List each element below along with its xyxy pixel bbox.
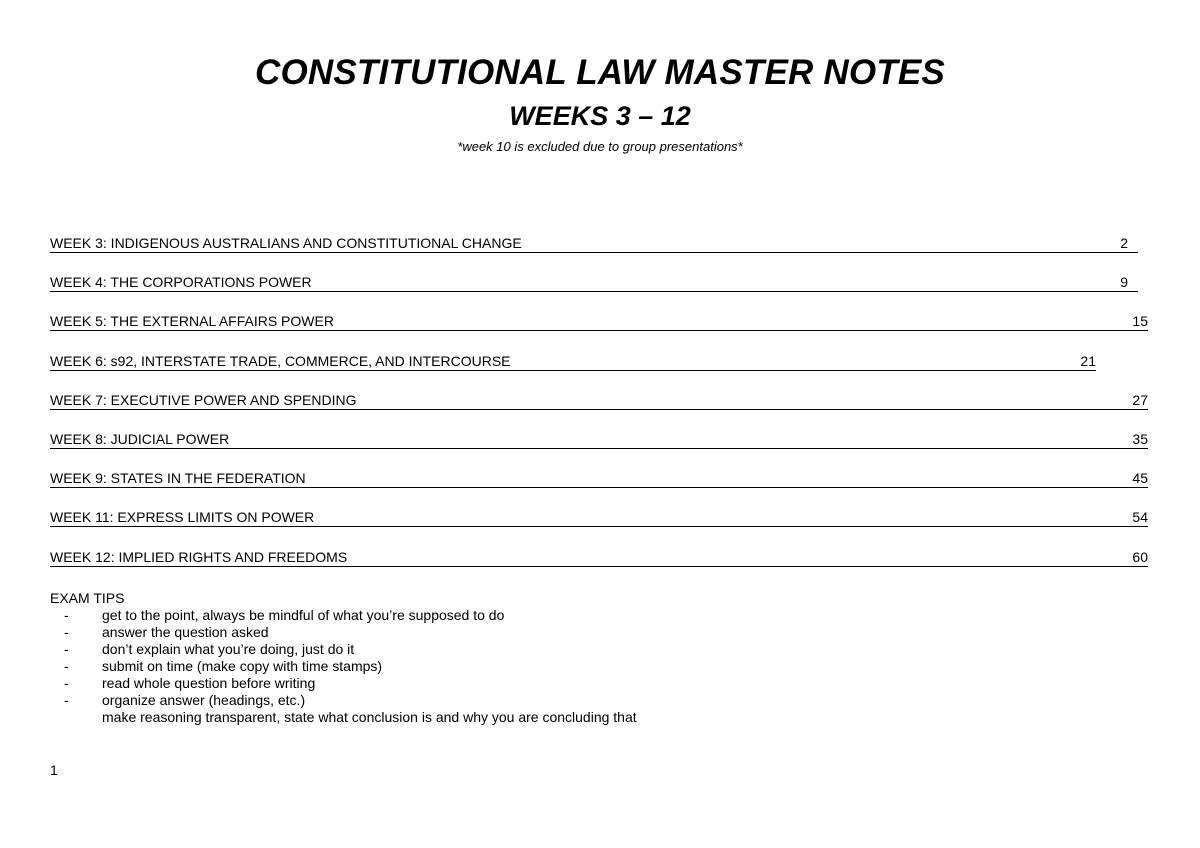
bullet-dash: -	[64, 675, 69, 691]
toc-entry-week-11[interactable]	[50, 508, 1150, 547]
toc-entry-label: WEEK 3: INDIGENOUS AUSTRALIANS AND CONSTITUTIONAL CHANGE	[50, 235, 522, 251]
document-title: CONSTITUTIONAL LAW MASTER NOTES	[255, 53, 945, 92]
document-subtitle: WEEKS 3 – 12	[509, 101, 691, 131]
exam-tips-section	[50, 590, 637, 726]
table-of-contents	[50, 234, 1150, 587]
exam-tips-list	[50, 607, 637, 709]
toc-leader-line	[50, 370, 1096, 371]
page-number: 1	[50, 762, 58, 778]
toc-entry-week-3[interactable]	[50, 234, 1150, 273]
toc-entry-week-6[interactable]	[50, 352, 1150, 391]
list-item	[50, 607, 637, 624]
bullet-dash: -	[64, 624, 69, 640]
document-note: *week 10 is excluded due to group presentations*	[457, 139, 743, 154]
toc-entry-label: WEEK 8: JUDICIAL POWER	[50, 430, 230, 447]
toc-entry-label: WEEK 5: THE EXTERNAL AFFAIRS POWER	[50, 313, 334, 330]
bullet-dash: -	[64, 607, 69, 623]
toc-entry-week-7[interactable]	[50, 391, 1150, 430]
toc-entry-page: 45	[1132, 470, 1148, 487]
toc-entry-page: 60	[1132, 548, 1148, 565]
toc-entry-week-9[interactable]	[50, 469, 1150, 508]
exam-tip-text: get to the point, always be mindful of what you’re supposed to do	[102, 607, 505, 623]
toc-entry-label: WEEK 6: s92, INTERSTATE TRADE, COMMERCE, AND INTERCOURSE	[50, 352, 511, 369]
exam-tip-text: read whole question before writing	[102, 675, 316, 691]
toc-entry-page: 9	[1120, 274, 1128, 291]
exam-tip-text: organize answer (headings, etc.)	[102, 692, 306, 708]
list-item	[50, 692, 637, 709]
exam-tip-text: don’t explain what you’re doing, just do it	[102, 641, 355, 657]
exam-tips-heading: EXAM TIPS	[50, 590, 125, 606]
toc-entry-page: 54	[1132, 509, 1148, 526]
list-item	[50, 675, 637, 692]
toc-leader-line	[50, 252, 1138, 253]
toc-entry-label: WEEK 7: EXECUTIVE POWER AND SPENDING	[50, 391, 357, 408]
toc-entry-label: WEEK 12: IMPLIED RIGHTS AND FREEDOMS	[50, 548, 348, 565]
toc-entry-page: 2	[1120, 235, 1128, 251]
toc-entry-page: 27	[1132, 391, 1148, 408]
toc-entry-week-8[interactable]	[50, 430, 1150, 469]
exam-tip-text: answer the question asked	[102, 624, 269, 640]
toc-entry-label: WEEK 4: THE CORPORATIONS POWER	[50, 274, 312, 291]
toc-leader-line	[50, 409, 1148, 410]
toc-leader-line	[50, 448, 1148, 449]
toc-entry-label: WEEK 11: EXPRESS LIMITS ON POWER	[50, 509, 315, 526]
toc-entry-page: 15	[1132, 313, 1148, 330]
exam-tip-continuation: make reasoning transparent, state what conclusion is and why you are concluding that	[102, 709, 637, 725]
bullet-dash: -	[64, 641, 69, 657]
toc-entry-page: 35	[1132, 430, 1148, 447]
list-item	[50, 658, 637, 675]
bullet-dash: -	[64, 692, 69, 708]
toc-entry-week-12[interactable]	[50, 548, 1150, 587]
toc-entry-week-5[interactable]	[50, 312, 1150, 351]
toc-leader-line	[50, 566, 1148, 567]
bullet-dash: -	[64, 658, 69, 674]
toc-leader-line	[50, 487, 1148, 488]
toc-leader-line	[50, 291, 1138, 292]
toc-leader-line	[50, 330, 1148, 331]
toc-entry-label: WEEK 9: STATES IN THE FEDERATION	[50, 470, 306, 487]
list-item	[50, 624, 637, 641]
exam-tip-text: submit on time (make copy with time stamps)	[102, 658, 383, 674]
toc-entry-week-4[interactable]	[50, 273, 1150, 312]
toc-entry-page: 21	[1080, 352, 1096, 369]
toc-leader-line	[50, 526, 1148, 527]
list-item	[50, 641, 637, 658]
